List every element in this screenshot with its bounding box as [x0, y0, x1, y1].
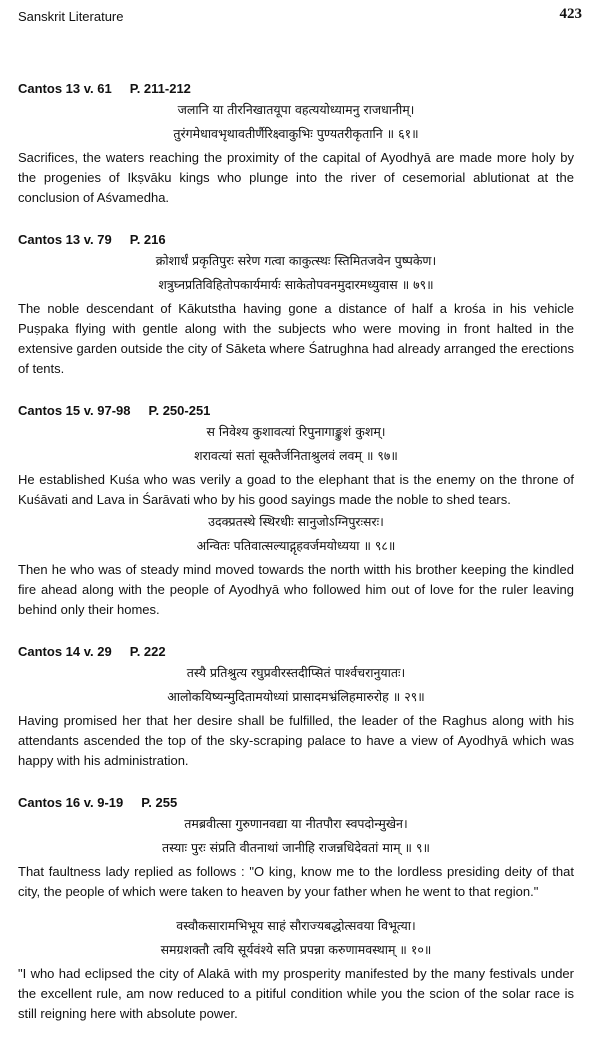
- sanskrit-verse-line: जलानि या तीरनिखातयूपा वहत्ययोध्यामनु राजधानीम्।: [177, 102, 415, 117]
- page-body: [18, 80, 574, 1047]
- translation-paragraph: Then he who was of steady mind moved towards the north witth his brother keeping the kindled fire ahead along with the people of Ayodhyā who followed him out of love for the ruler leaving behind only their homes.: [18, 562, 574, 617]
- sanskrit-verse-line: वस्वौकसारामभिभूय साहं सौराज्यबद्धोत्सवया विभूत्या।: [176, 918, 416, 933]
- running-header: [18, 6, 582, 28]
- sanskrit-verse-line: तमब्रवीत्सा गुरुणानवद्या या नीतपौरा स्वपदोन्मुखेन।: [184, 816, 408, 831]
- translation-paragraph: He established Kuśa who was verily a goad to the elephant that is the enemy on the throne of Kuśāvati and Lava in Śarāvati who by his good sayings made the noble to shed tears.: [18, 472, 574, 507]
- sanskrit-verse-line: शरावत्यां सतां सूक्तैर्जनिताश्रुलवं लवम् ॥ ९७॥: [194, 448, 398, 463]
- sanskrit-verse-line: आलोकयिष्यन्मुदितामयोध्यां प्रासादमभ्रंलिहमारुरोह ॥ २९॥: [167, 689, 425, 704]
- translation-paragraph: Having promised her that her desire shall be fulfilled, the leader of the Raghus along with his attendants ascended the top of the sky-scraping palace to have a view of Ayodhyā which was happy with his administration.: [18, 713, 574, 768]
- section-heading: Cantos 13 v. 61 P. 211-212: [18, 81, 191, 96]
- sanskrit-verse-line: क्रोशार्धं प्रकृतिपुरः सरेण गत्वा काकुत्स्थः स्तिमितजवेन पुष्पकेण।: [155, 253, 437, 268]
- sanskrit-verse-line: तस्यै प्रतिश्रुत्य रघुप्रवीरस्तदीप्सितं पार्श्वचरानुयातः।: [186, 665, 406, 680]
- section-canto-15-97: [18, 402, 574, 620]
- section-canto-13-79: [18, 231, 574, 379]
- section-heading: Cantos 13 v. 79 P. 216: [18, 232, 166, 247]
- section-heading: Cantos 14 v. 29 P. 222: [18, 644, 166, 659]
- sanskrit-verse-line: तस्याः पुरः संप्रति वीतनाथां जानीहि राजन्नधिदेवतां माम् ॥ ९॥: [161, 840, 430, 855]
- sanskrit-verse-line: उदक्प्रतस्थे स्थिरधीः सानुजोऽग्निपुरःसरः।: [208, 514, 384, 529]
- sanskrit-verse-line: स निवेश्य कुशावत्यां रिपुनागाङ्कुशं कुशम्।: [206, 424, 386, 439]
- section-heading: Cantos 15 v. 97-98 P. 250-251: [18, 403, 211, 418]
- spacer: [18, 902, 574, 914]
- translation-paragraph: The noble descendant of Kākutstha having gone a distance of half a krośa in his vehicle Puṣpaka flying with gentle along with the subjects who were moving in front halted in the extensive garden outside the city of Sāketa where Śatrughna had already arranged the erections of tents.: [18, 301, 574, 376]
- section-canto-14-29: [18, 643, 574, 771]
- translation-paragraph: That faultness lady replied as follows : "O king, know me to the lordless presiding deity of that city, the people of which were taken to heaven by your father when he went to that region.": [18, 864, 574, 899]
- section-canto-13-61: [18, 80, 574, 208]
- section-canto-16-9: [18, 794, 574, 1024]
- sanskrit-verse-line: अन्वितः पतिवात्सल्याद्गृहवर्जमयोध्यया ॥ ९८॥: [196, 538, 396, 553]
- page-number: 423: [559, 6, 582, 22]
- book-title: Sanskrit Literature: [18, 9, 124, 24]
- sanskrit-verse-line: तुरंगमेधावभृथावतीर्णैरिक्ष्वाकुभिः पुण्यतरीकृतानि ॥ ६१॥: [173, 126, 419, 141]
- section-heading: Cantos 16 v. 9-19 P. 255: [18, 795, 178, 810]
- translation-paragraph: Sacrifices, the waters reaching the proximity of the capital of Ayodhyā are made more holy by the progenies of Ikṣvāku kings who plunge into the river of cesemorial ablutionat at the conclusion of Aśvamedha.: [18, 150, 574, 205]
- translation-paragraph: "I who had eclipsed the city of Alakā with my prosperity manifested by the many festivals under the excellent rule, am now reduced to a pitiful condition while you the scion of the solar race is still reigning here with absolute power.: [18, 966, 574, 1021]
- sanskrit-verse-line: शत्रुघ्नप्रतिविहितोपकार्यमार्यः साकेतोपवनमुदारमध्युवास ॥ ७९॥: [158, 277, 434, 292]
- sanskrit-verse-line: समग्रशक्तौ त्वयि सूर्यवंश्ये सति प्रपन्ना करुणामवस्थाम् ॥ १०॥: [160, 942, 432, 957]
